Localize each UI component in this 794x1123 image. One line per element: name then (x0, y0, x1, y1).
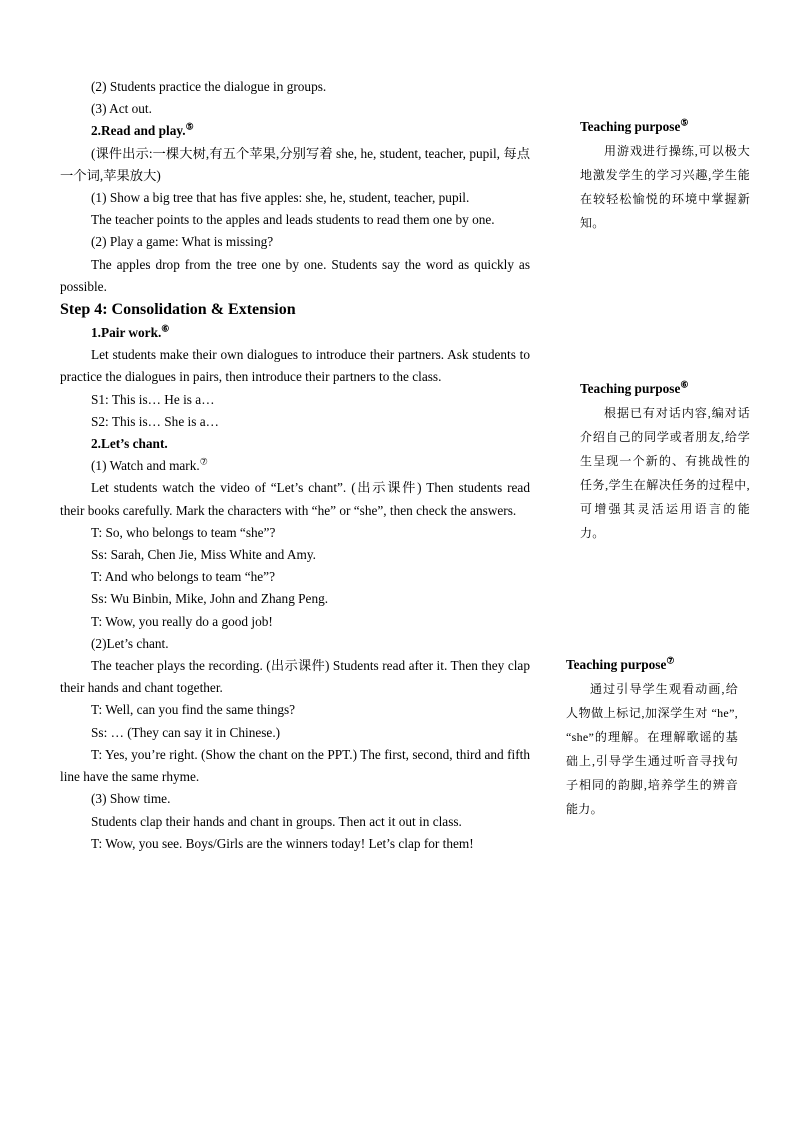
dialogue-t5: T: Yes, you’re right. (Show the chant on the PPT.) The first, second, third and fifth line have the same rhyme. (60, 746, 530, 785)
dialogue-s1: S1: This is… He is a… (91, 391, 215, 407)
teaching-purpose-5 (580, 117, 750, 235)
teaching-purpose-6-mark: ⑥ (680, 379, 689, 390)
act-out-line: (3) Act out. (91, 101, 152, 117)
footnote-mark-6: ⑥ (161, 323, 170, 334)
teaching-purpose-5-title (580, 117, 750, 137)
recording-paragraph: The teacher plays the recording. (出示课件) Students read after it. Then they clap their hands and chant together. (60, 658, 530, 696)
practice-line: (2) Students practice the dialogue in groups. (91, 79, 327, 94)
teaching-purpose-7-title-text: Teaching purpose (566, 657, 667, 672)
dialogue-t6: T: Wow, you see. Boys/Girls are the winners today! Let’s clap for them! (91, 835, 474, 851)
dialogue-ss3: Ss: … (They can say it in Chinese.) (91, 724, 281, 740)
teaching-purpose-6-title-text: Teaching purpose (580, 381, 681, 396)
courseware-note-1: (课件出示:一棵大树,有五个苹果,分别写着 she, he, student, teacher, pupil, 每点一个词,苹果放大) (60, 145, 530, 183)
clap-paragraph: Students clap their hands and chant in groups. Then act it out in class. (91, 813, 462, 829)
teaching-purpose-5-title-text: Teaching purpose (580, 119, 681, 134)
apples-drop-line: The apples drop from the tree one by one. Students say the word as quickly as possible. (60, 256, 530, 294)
dialogue-t3: T: Wow, you really do a good job! (91, 613, 273, 629)
teaching-purpose-6 (580, 379, 750, 545)
dialogue-ss1: Ss: Sarah, Chen Jie, Miss White and Amy. (91, 547, 316, 563)
teaching-purpose-6-title (580, 379, 750, 399)
watch-mark-text: (1) Watch and mark. (91, 458, 200, 474)
play-game-line: (2) Play a game: What is missing? (91, 234, 274, 250)
teaching-purpose-7-mark: ⑦ (666, 655, 675, 666)
read-play-heading-text: 2.Read and play. (91, 123, 186, 139)
teaching-purpose-5-text: 用游戏进行操练,可以极大地激发学生的学习兴趣,学生能在较轻松愉悦的环境中掌握新知。 (580, 144, 750, 230)
lets-chant-heading: 2.Let’s chant. (91, 436, 168, 452)
teaching-purpose-6-text: 根据已有对话内容,编对话介绍自己的同学或者朋友,给学生呈现一个新的、有挑战性的任务,学生在解决任务的过程中,可增强其灵活运用语言的能力。 (580, 406, 750, 540)
teacher-points-line: The teacher points to the apples and leads students to read them one by one. (91, 212, 495, 228)
dialogue-ss2: Ss: Wu Binbin, Mike, John and Zhang Peng. (91, 591, 329, 607)
show-time-line: (3) Show time. (91, 791, 171, 807)
teaching-purpose-7-title (566, 655, 738, 675)
teaching-purpose-5-mark: ⑤ (680, 117, 689, 128)
chant-subheading: (2)Let’s chant. (91, 635, 169, 651)
teaching-purpose-7-text: 通过引导学生观看动画,给人物做上标记,加深学生对 “he”, “she”的理解。在理解歌谣的基础上,引导学生通过听音寻找句子相同的韵脚,培养学生的辨音能力。 (566, 682, 738, 816)
teaching-purpose-7 (566, 655, 738, 821)
lesson-body (60, 76, 530, 855)
show-tree-line: (1) Show a big tree that has five apples: she, he, student, teacher, pupil. (91, 190, 470, 206)
read-play-heading (60, 120, 530, 142)
footnote-mark-5: ⑤ (185, 121, 194, 132)
footnote-mark-7: ⑦ (199, 456, 208, 467)
pair-work-heading (60, 322, 530, 344)
pair-work-heading-text: 1.Pair work. (91, 325, 162, 341)
watch-video-paragraph: Let students watch the video of “Let’s chant”. (出示课件) Then students read their books carefully. Mark the characters with “he” or “she”, then check the answers. (60, 480, 530, 518)
dialogue-t4: T: Well, can you find the same things? (91, 702, 296, 718)
watch-mark-line (60, 455, 530, 477)
dialogue-t2: T: And who belongs to team “he”? (91, 569, 275, 585)
pair-work-paragraph: Let students make their own dialogues to introduce their partners. Ask students to practice the dialogues in pairs, then introduce their partners to the class. (60, 347, 530, 385)
dialogue-s2: S2: This is… She is a… (91, 413, 219, 429)
step4-heading: Step 4: Consolidation & Extension (60, 301, 296, 319)
dialogue-t1: T: So, who belongs to team “she”? (91, 524, 276, 540)
